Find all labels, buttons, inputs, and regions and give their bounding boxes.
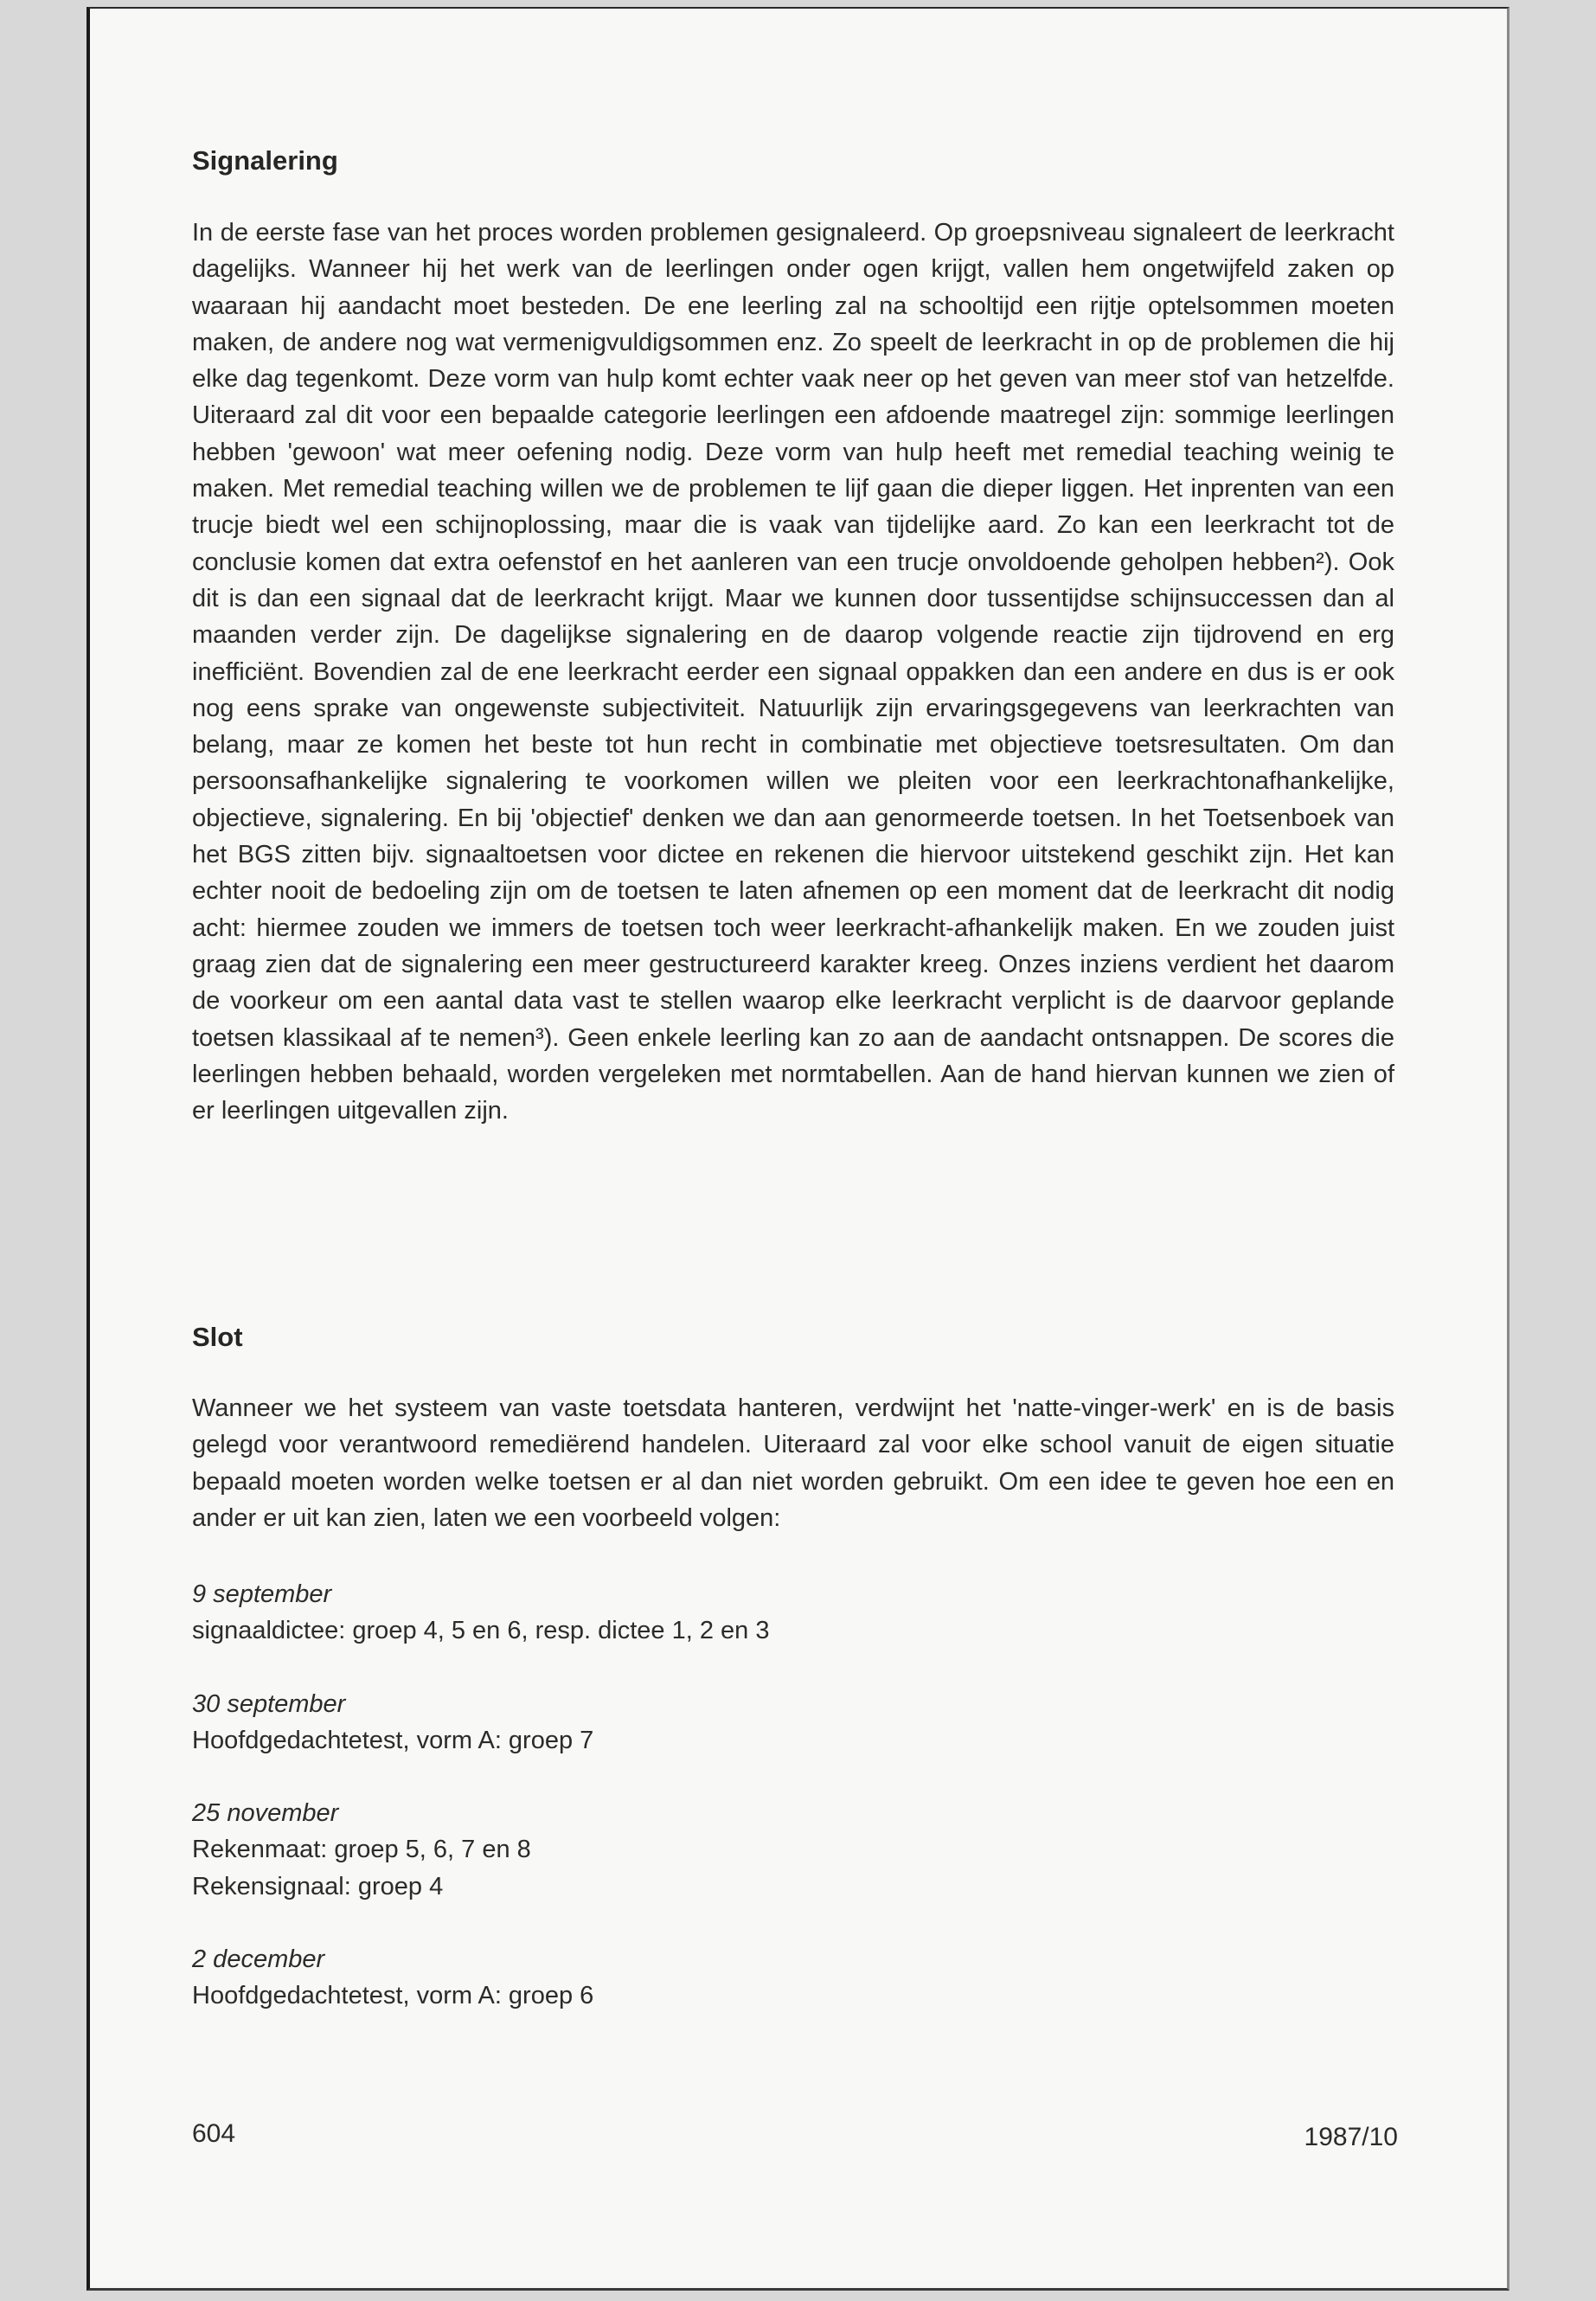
schedule-line: Rekensignaal: groep 4 [192,1872,444,1900]
schedule-line: signaaldictee: groep 4, 5 en 6, resp. dictee 1, 2 en 3 [192,1617,770,1645]
test-schedule [192,1576,1394,2051]
schedule-date: 2 december [192,1945,325,1974]
issue-number: 1987/10 [1304,2123,1398,2151]
schedule-entry [192,1686,1394,1759]
page-number: 604 [192,2119,236,2148]
schedule-date: 9 september [192,1580,332,1608]
schedule-line: Rekenmaat: groep 5, 6, 7 en 8 [192,1836,531,1864]
section-heading-slot: Slot [192,1322,243,1352]
section-heading-signalering: Signalering [192,145,338,176]
schedule-entry [192,1941,1394,2015]
schedule-entry [192,1576,1394,1650]
schedule-line: Hoofdgedachtetest, vorm A: groep 7 [192,1726,594,1754]
schedule-line: Hoofdgedachtetest, vorm A: groep 6 [192,1982,594,2010]
schedule-date: 30 september [192,1689,346,1718]
section-paragraph-slot: Wanneer we het systeem van vaste toetsdata hanteren, verdwijnt het 'natte-vinger-werk' en is de basis gelegd voor verantwoord remediërend handelen. Uiteraard zal voor elke school vanuit de eigen situatie bepaald moeten worden welke toetsen er al dan niet worden gebruikt. Om een idee te geven hoe een en ander er uit kan zien, laten we een voorbeeld volgen: [192,1394,1394,1532]
schedule-date: 25 november [192,1799,339,1828]
section-paragraph-signalering: In de eerste fase van het proces worden problemen gesignaleerd. Op groepsniveau signaleert de leerkracht dagelijks. Wanneer hij het werk van de leerlingen onder ogen krijgt, vallen hem ongetwijfeld zaken op waaraan hij aandacht moet besteden. De ene leerling zal na schooltijd een rijtje optelsommen moeten maken, de andere nog wat vermenigvuldigsommen enz. Zo speelt de leerkracht in op de problemen die hij elke dag tegenkomt. Deze vorm van hulp komt echter vaak neer op het geven van meer stof van hetzelfde. Uiteraard zal dit voor een bepaalde categorie leerlingen een afdoende maatregel zijn: sommige leerlingen hebben 'gewoon' wat meer oefening nodig. Deze vorm van hulp heeft met remedial teaching weinig te maken. Met remedial teaching willen we de problemen te lijf gaan die dieper liggen. Het inprenten van een trucje biedt wel een schijnoplossing, maar die is vaak van tijdelijke aard. Zo kan een leerkracht tot de conclusie komen dat extra oefenstof en het aanleren van een trucje onvoldoende geholpen hebben²). Ook dit is dan een signaal dat de leerkracht krijgt. Maar we kunnen door tussentijdse schijnsuccessen dan al maanden verder zijn. De dagelijkse signalering en de daarop volgende reactie zijn tijdrovend en erg inefficiënt. Bovendien zal de ene leerkracht eerder een signaal oppakken dan een andere en dus is er ook nog eens sprake van ongewenste subjectiviteit. Natuurlijk zijn ervaringsgegevens van leerkrachten van belang, maar ze komen het beste tot hun recht in combinatie met objectieve toetsresultaten. Om dan persoonsafhankelijke signalering te voorkomen willen we pleiten voor een leerkrachtonafhankelijke, objectieve, signalering. En bij 'objectief' denken we dan aan genormeerde toetsen. In het Toetsenboek van het BGS zitten bijv. signaaltoetsen voor dictee en rekenen die hiervoor uitstekend geschikt zijn. Het kan echter nooit de bedoeling zijn om de toetsen te laten afnemen op een moment dat de leerkracht dit nodig acht: hiermee zouden we immers de toetsen toch weer leerkracht-afhankelijk maken. En we zouden juist graag zien dat de signalering een meer gestructureerd karakter kreeg. Onzes inziens verdient het daarom de voorkeur om een aantal data vast te stellen waarop elke leerkracht verplicht is de daarvoor geplande toetsen klassikaal af te nemen³). Geen enkele leerling kan zo aan de aandacht ontsnappen. De scores die leerlingen hebben behaald, worden vergeleken met normtabellen. Aan de hand hiervan kunnen we zien of er leerlingen uitgevallen zijn. [192,219,1394,1125]
document-page [87,7,1509,2291]
schedule-entry [192,1795,1394,1905]
